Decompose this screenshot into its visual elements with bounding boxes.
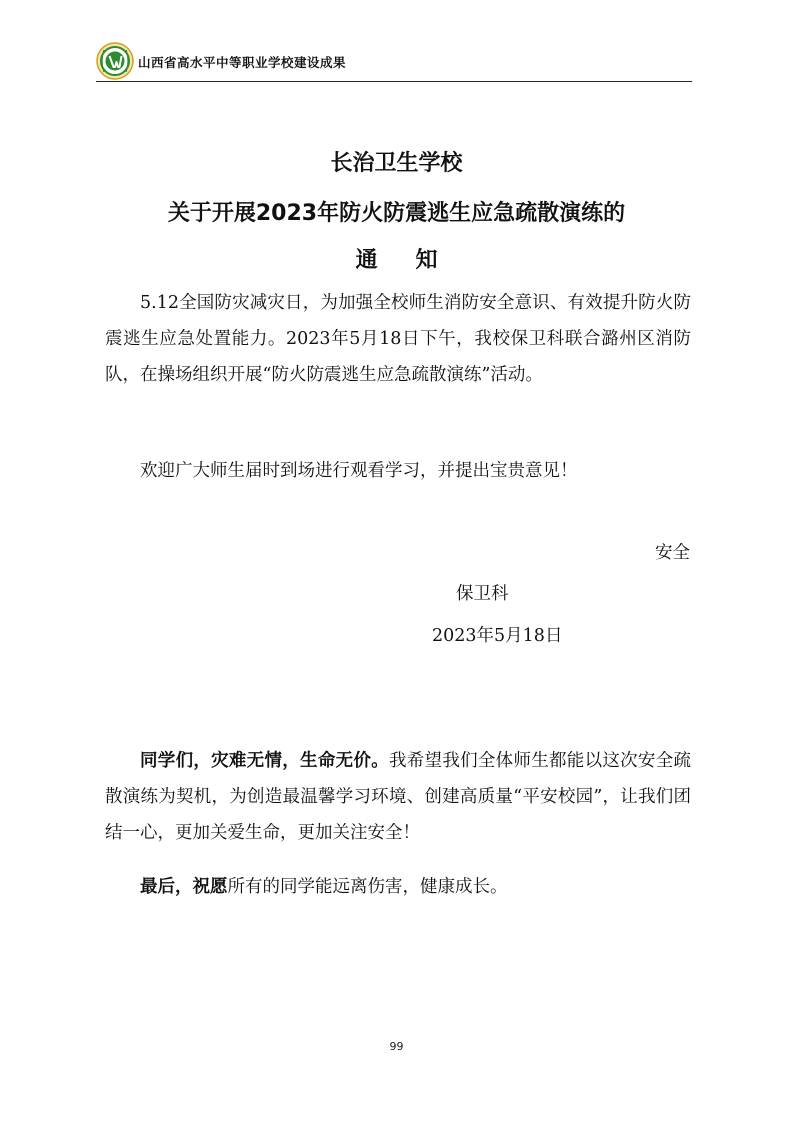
page-header [96,40,692,82]
paragraph-4-emphasis: 最后，祝愿 [140,877,228,897]
body-paragraph-3 [105,743,691,851]
body-paragraph-2: 欢迎广大师生届时到场进行观看学习，并提出宝贵意见！ [140,461,578,481]
body-paragraph-1: 5.12全国防灾减灾日，为加强全校师生消防安全意识、有效提升防火防震逃生应急处置能力。2023年5月18日下午，我校保卫科联合潞州区消防队，在操场组织开展“防火防震逃生应急疏散演练”活动。 [105,293,691,385]
school-emblem-icon [96,42,134,80]
paragraph-3-emphasis: 同学们，灾难无情，生命无价。 [140,751,389,771]
signature-line-2: 保卫科 [456,584,509,604]
header-divider [96,81,692,82]
body-paragraph-4 [105,869,691,905]
paragraph-3-text: 我希望我们全体师生都能以这次安全疏散演练为契机，为创造最温馨学习环境、创建高质量“平安校园”，让我们团结一心，更加关爱生命，更加关注安全！ [105,751,692,843]
paragraph-4-text: 所有的同学能远离伤害，健康成长。 [227,877,508,897]
title-subject: 关于开展2023年防火防震逃生应急疏散演练的 [167,201,626,226]
signature-date: 2023年5月18日 [432,626,563,646]
header-title: 山西省高水平中等职业学校建设成果 [138,55,347,70]
title-notice: 通知 [355,248,476,273]
title-school: 长治卫生学校 [330,151,463,176]
signature-line-1: 安全 [655,543,690,563]
page-number: 99 [389,1040,404,1053]
